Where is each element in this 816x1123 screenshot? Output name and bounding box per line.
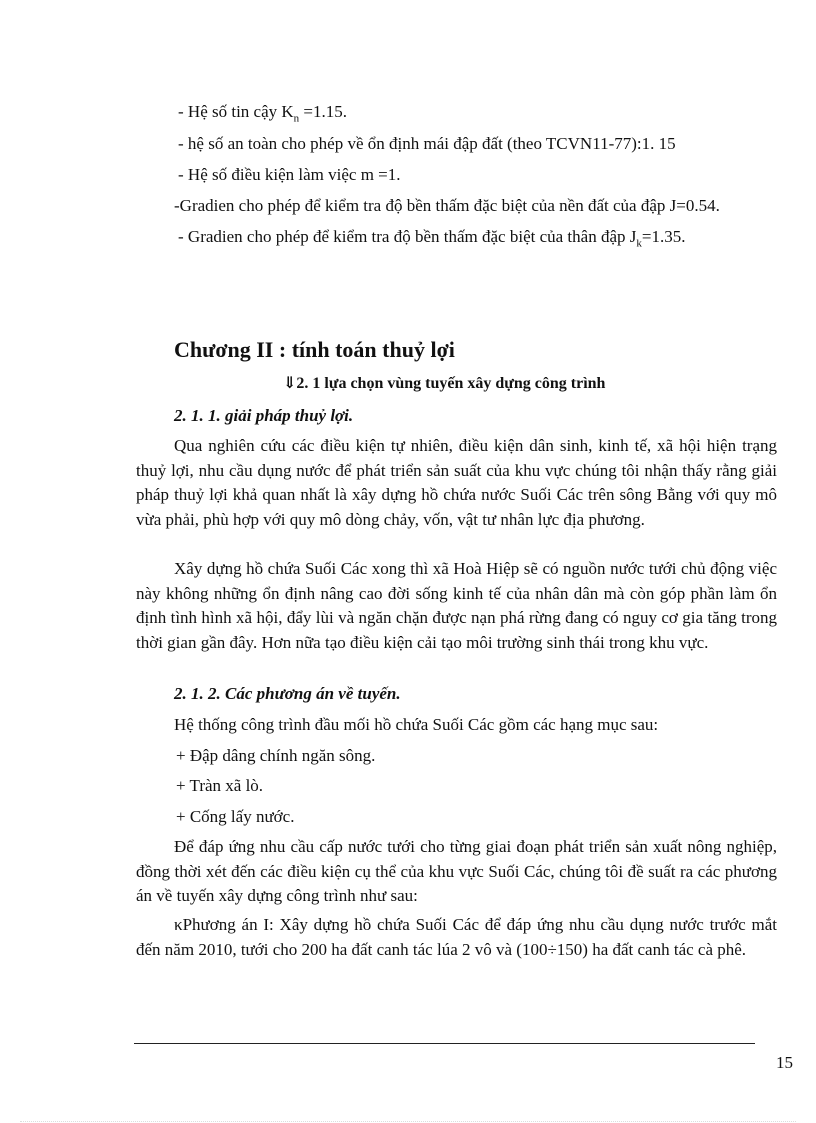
intro-line: Hệ thống công trình đầu mối hồ chứa Suối Các gồm các hạng mục sau:: [174, 715, 659, 734]
paragraph-4: κPhương án I: Xây dựng hồ chứa Suối Các để đáp ứng nhu cầu dụng nước trước mắt đến năm 2010, tưới cho 200 ha đất canh tác lúa 2 vô và (100÷150) ha đất canh tác cà phê.: [136, 915, 777, 959]
bullet-text: - Gradien cho phép để kiểm tra độ bền thấm đặc biệt của thân đập J: [178, 227, 637, 246]
bullet-gradient-foundation: -Gradien cho phép để kiểm tra độ bền thấm đặc biệt của nền đất của đập J=0.54.: [174, 196, 720, 215]
chapter-title: Chương II : tính toán thuỷ lợi: [174, 337, 455, 362]
paragraph-1: Qua nghiên cứu các điều kiện tự nhiên, điều kiện dân sinh, kinh tế, xã hội hiện trạng thuỷ lợi, nhu cầu dụng nước để phát triển sản suất của khu vực chúng tôi nhận thấy rằng giải pháp thuỷ lợi khả quan nhất là xây dựng hồ chứa nước Suối Các trên sông Bằng với quy mô vừa phải, phù hợp với quy mô dòng chảy, vốn, vật tư nhân lực địa phương.: [136, 436, 777, 529]
bullet-gradient-body: [178, 226, 685, 248]
subsection-title-1: 2. 1. 1. giải pháp thuỷ lợi.: [174, 406, 354, 425]
paragraph-2: Xây dựng hồ chứa Suối Các xong thì xã Hoà Hiệp sẽ có nguồn nước tưới chủ động việc này không những ổn định nâng cao đời sống kinh tế của nhân dân mà còn góp phần làm ổn định tình hình xã hội, đẩy lùi và ngăn chặn được nạn phá rừng đang có nguy cơ gia tăng trong thời gian gần đây. Hơn nữa tạo điều kiện cải tạo môi trường sinh thái trong khu vực.: [136, 559, 777, 652]
bullet-value: =1.35.: [641, 227, 686, 246]
bullet-value: =1.15.: [299, 102, 348, 121]
bullet-working-condition: - Hệ số điều kiện làm việc m =1.: [178, 165, 401, 184]
page-number: 15: [776, 1053, 793, 1072]
page-bottom-border: [20, 1121, 796, 1122]
list-item: + Đập dâng chính ngăn sông.: [176, 746, 376, 765]
paragraph-3: Để đáp ứng nhu cầu cấp nước tưới cho từng giai đoạn phát triển sản xuất nông nghiệp, đồng thời xét đến các điều kiện cụ thể của khu vực Suối Các, chúng tôi đề suất ra các phương án về tuyến xây dựng công trình như sau:: [136, 837, 777, 906]
section-title: ⇓2. 1 lựa chọn vùng tuyến xây dựng công trình: [283, 375, 606, 392]
subsection-title-2: 2. 1. 2. Các phương án về tuyến.: [174, 684, 401, 703]
list-item: + Cống lấy nước.: [176, 807, 295, 826]
bullet-text: - Hệ số tin cậy K: [178, 102, 294, 121]
list-item: + Tràn xã lò.: [176, 776, 264, 795]
bullet-reliability-coefficient: [178, 101, 347, 123]
subscript: k: [636, 237, 642, 250]
footer-rule: [134, 1043, 755, 1044]
bullet-safety-coefficient: - hệ số an toàn cho phép về ổn định mái đập đất (theo TCVN11-77):1. 15: [178, 134, 676, 153]
subscript: n: [293, 112, 300, 125]
